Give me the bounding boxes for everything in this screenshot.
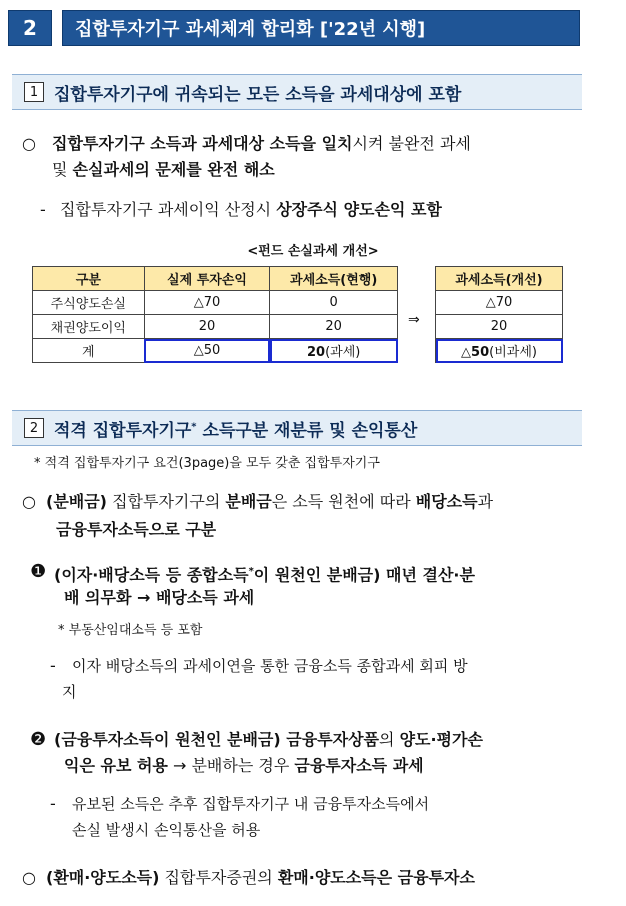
dash-1-text-plain: 집합투자기구 과세이익 산정시 bbox=[60, 200, 277, 219]
dash-1-symbol: - bbox=[40, 200, 46, 219]
table-cell: 주식양도손실 bbox=[33, 291, 145, 315]
improved-cell: △70 bbox=[436, 291, 563, 315]
bullet-1-symbol: ○ bbox=[22, 134, 36, 153]
subsection-2-title-b: 소득구분 재분류 및 손익통산 bbox=[196, 420, 418, 441]
bullet-3-bold-a: (환매·양도소득) bbox=[46, 868, 160, 887]
page-title bbox=[62, 10, 580, 46]
subsection-1-title: 집합투자기구에 귀속되는 모든 소득을 과세대상에 포함 bbox=[54, 84, 462, 105]
table-header-category: 구분 bbox=[33, 267, 145, 291]
dash-3-line-1: 유보된 소득은 추후 집합투자기구 내 금융투자소득에서 bbox=[72, 795, 430, 813]
bullet-3-symbol: ○ bbox=[22, 868, 36, 887]
page-title-text: 집합투자기구 과세체계 합리화 ['22년 시행] bbox=[75, 19, 426, 40]
table-total-current-value: 20 bbox=[306, 345, 326, 360]
section-number-badge bbox=[8, 10, 52, 46]
table-header-actual: 실제 투자손익 bbox=[144, 267, 270, 291]
numbered-2-line-2 bbox=[64, 754, 424, 778]
table-total-current bbox=[270, 339, 398, 363]
arrow-icon: ⇒ bbox=[408, 312, 420, 328]
bullet-2-bold-c: 배당소득 bbox=[415, 492, 478, 511]
dash-2-line-2: 지 bbox=[62, 683, 77, 701]
numbered-2-line-1 bbox=[54, 728, 483, 752]
bullet-1-line-2-bold: 손실과세의 문제를 완전 해소 bbox=[72, 160, 275, 179]
subsection-2-title-sup: * bbox=[191, 420, 197, 432]
table-header-current: 과세소득(현행) bbox=[270, 267, 398, 291]
numbered-2-bold-a: (금융투자소득이 원천인 분배금) 금융투자상품 bbox=[54, 730, 380, 749]
bullet-2-line-2-bold: 금융투자소득으로 구분 bbox=[56, 520, 217, 539]
improved-total bbox=[436, 339, 563, 363]
bullet-2-text-b: 은 소득 원천에 따라 bbox=[271, 492, 416, 511]
bullet-1-line-1 bbox=[52, 132, 471, 156]
table-cell: 20 bbox=[270, 315, 398, 339]
table-cell: 20 bbox=[144, 315, 270, 339]
bullet-2-text-a: 집합투자기구의 bbox=[107, 492, 226, 511]
table-cell: △70 bbox=[144, 291, 270, 315]
numbered-2-bold-c: 익은 유보 허용 bbox=[64, 756, 168, 775]
subsection-2-title-a: 적격 집합투자기구 bbox=[54, 420, 192, 441]
numbered-1-sup: * bbox=[248, 566, 254, 577]
numbered-1-line-1-b: 이 원천인 분배금) 매년 결산·분 bbox=[253, 565, 475, 585]
dash-2-line-1: 이자 배당소득의 과세이연을 통한 금융소득 종합과세 회피 방 bbox=[72, 657, 468, 675]
numbered-1-note: * 부동산임대소득 등 포함 bbox=[58, 623, 203, 638]
improved-cell: 20 bbox=[436, 315, 563, 339]
improved-header: 과세소득(개선) bbox=[436, 267, 563, 291]
bullet-1-line-1-bold: 집합투자기구 소득과 과세대상 소득을 일치 bbox=[52, 134, 353, 153]
table-cell: 0 bbox=[270, 291, 398, 315]
dash-2-symbol: - bbox=[50, 656, 56, 675]
table-row bbox=[33, 291, 398, 315]
bullet-2-text-c: 과 bbox=[477, 492, 494, 511]
bullet-3-bold-b: 환매·양도소득은 금융투자소 bbox=[277, 868, 475, 887]
bullet-2-bold-a: (분배금) bbox=[46, 492, 107, 511]
section-number: 2 bbox=[23, 16, 37, 40]
numbered-1-line-2: 배 의무화 → 배당소득 과세 bbox=[64, 588, 255, 607]
numbered-1-line-1-a: (이자·배당소득 등 종합소득 bbox=[54, 565, 249, 585]
bullet-1-line-2 bbox=[52, 158, 275, 182]
footnote: * 적격 집합투자기구 요건(3page)을 모두 갖춘 집합투자기구 bbox=[34, 456, 380, 471]
subsection-2-header bbox=[12, 410, 582, 446]
loss-tax-table bbox=[32, 266, 398, 363]
numbered-2-bold-d: 금융투자소득 과세 bbox=[294, 756, 424, 775]
bullet-1-line-1-rest: 시켜 불완전 과세 bbox=[352, 134, 471, 153]
improved-tax-table bbox=[435, 266, 563, 363]
bullet-2-line-2 bbox=[56, 518, 216, 542]
subsection-2-number: 2 bbox=[24, 418, 44, 438]
table-total-actual: △50 bbox=[144, 339, 270, 363]
table-cell: 채권양도이익 bbox=[33, 315, 145, 339]
subsection-1-number: 1 bbox=[24, 82, 44, 102]
numbered-2-icon: ❷ bbox=[30, 729, 47, 750]
numbered-1-icon: ❶ bbox=[30, 561, 47, 582]
table-total-label: 계 bbox=[33, 339, 145, 363]
dash-3-line-2: 손실 발생시 손익통산을 허용 bbox=[72, 821, 261, 839]
table-caption: <펀드 손실과세 개선> bbox=[247, 244, 379, 259]
bullet-1-line-2-prefix: 및 bbox=[52, 160, 73, 179]
bullet-2-line-1 bbox=[46, 490, 493, 514]
numbered-2-text-b: → 분배하는 경우 bbox=[167, 756, 295, 775]
bullet-2-bold-b: 분배금 bbox=[225, 492, 272, 511]
numbered-1-line-1 bbox=[54, 560, 475, 587]
bullet-3-line-1 bbox=[46, 866, 475, 890]
table-total-current-suffix: (과세) bbox=[325, 345, 361, 360]
improved-total-value: △50 bbox=[461, 345, 490, 360]
dash-1-text-bold: 상장주식 양도손익 포함 bbox=[276, 200, 442, 219]
table-row bbox=[33, 315, 398, 339]
numbered-2-text-a: 의 bbox=[379, 730, 400, 749]
bullet-2-symbol: ○ bbox=[22, 492, 36, 511]
subsection-2-title bbox=[54, 416, 417, 441]
improved-total-suffix: (비과세) bbox=[489, 345, 537, 360]
table-total-row bbox=[33, 339, 398, 363]
bullet-3-text-a: 집합투자증권의 bbox=[159, 868, 278, 887]
dash-3-symbol: - bbox=[50, 794, 56, 813]
numbered-2-bold-b: 양도·평가손 bbox=[399, 730, 483, 749]
subsection-1-header bbox=[12, 74, 582, 110]
dash-1-text bbox=[60, 198, 442, 222]
